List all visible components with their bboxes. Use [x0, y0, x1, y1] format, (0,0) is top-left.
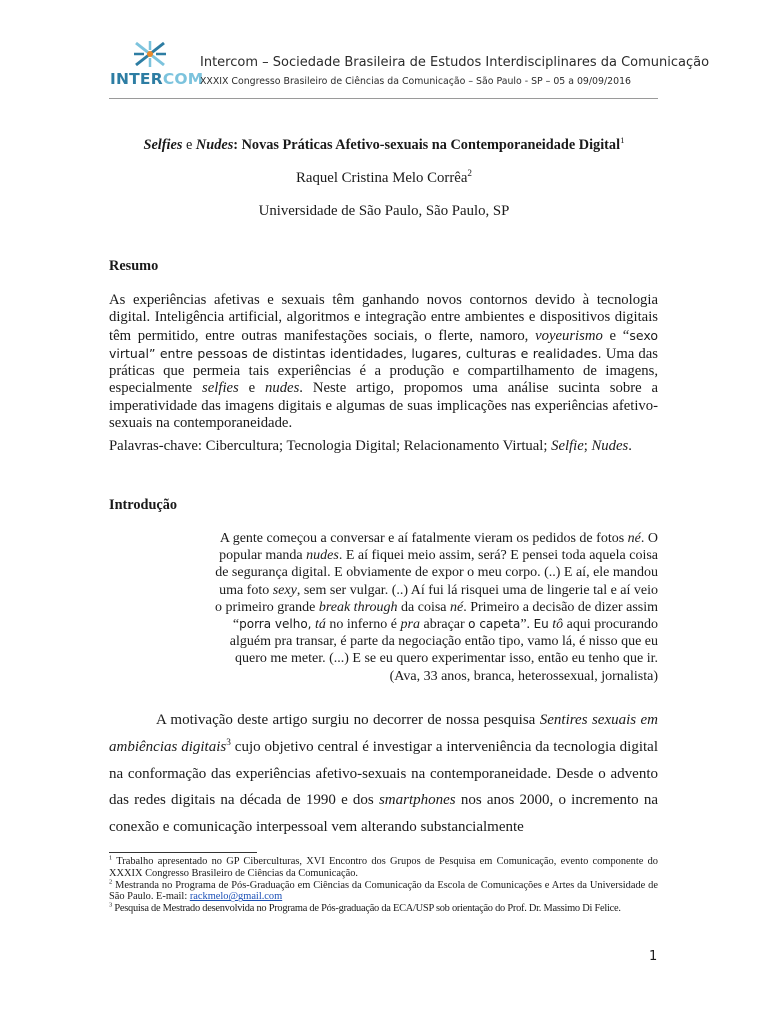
footnotes — [109, 856, 658, 915]
quote-italic: pra — [400, 617, 420, 633]
intro-text: cujo objetivo central é investigar a interveniência da tecnologia digital na conformação das experiências afetivo-sexuais na contemporaneidade. Desde o advento das redes digitais na década de 1990 e dos — [109, 738, 659, 809]
quote-text: da coisa — [397, 599, 450, 615]
intro-text: nos anos 2000, o incremento na conexão e comunicação interpessoal vem alterando substancialmente — [109, 792, 658, 836]
intro-smartphones: smartphones — [378, 792, 456, 809]
introduction-body — [109, 707, 658, 841]
footnote-text: Mestranda no Programa de Pós-Graduação em Ciências da Comunicação da Escola de Comunicações e Artes da Universidade de São Paulo. E-mail: — [109, 879, 658, 903]
intro-footnote-ref: 3 — [226, 737, 231, 748]
footnote-separator — [109, 852, 257, 853]
footnote-number: 2 — [109, 878, 113, 886]
quote-text: . Primeiro a decisão de dizer assim — [463, 599, 658, 615]
quote-text: no inferno é — [325, 617, 401, 633]
quote-text: “ — [232, 617, 240, 633]
quote-text: . E aí fiquei meio assim, será? E pensei toda aquela coisa — [338, 548, 658, 564]
footnote-1 — [109, 856, 658, 880]
quote-italic: né — [627, 531, 641, 546]
author-email-link[interactable]: rackmelo@gmail.com — [189, 891, 283, 903]
quote-text: (Ava, 33 anos, branca, heterossexual, jornalista) — [389, 668, 658, 684]
quote-sans: o capeta — [468, 617, 521, 632]
footnote-text: Trabalho apresentado no GP Ciberculturas, XVI Encontro dos Grupos de Pesquisa em Comunicação, evento componente do XXXIX Congresso Brasileiro de Ciências da Comunicação. — [109, 856, 658, 879]
title-nudes: Nudes — [195, 137, 234, 153]
abstract-text-2: e “ — [602, 327, 630, 344]
quote-italic: né — [450, 599, 464, 615]
keywords — [109, 438, 658, 455]
footnote-number: 3 — [109, 901, 112, 909]
affiliation: Universidade de São Paulo, São Paulo, SP — [258, 203, 510, 219]
quote-attribution — [190, 668, 658, 685]
footnote-number: 1 — [109, 854, 113, 862]
quote-line — [190, 564, 658, 581]
abstract-text-5: . Neste artigo, propomos uma análise sucinta sobre a imperatividade das imagens digitais e algumas de suas implicações nas experiências afetivo-sexuais na contemporaneidade. — [109, 380, 658, 432]
abstract-text-4: e — [238, 380, 266, 397]
abstract-nudes: nudes — [265, 380, 300, 397]
header-divider — [109, 98, 658, 99]
title-selfies: Selfies — [143, 137, 183, 153]
footnote-3 — [109, 903, 658, 915]
keywords-text: Palavras-chave: Cibercultura; Tecnologia Digital; Relacionamento Virtual; — [109, 438, 552, 455]
quote-line — [190, 616, 658, 633]
intercom-logo-mark — [110, 40, 190, 70]
logo-text-inter: INTER — [110, 70, 163, 88]
quote-text: de segurança digital. E obviamente de expor o meu corpo. (..) E aí, ele mandou — [215, 565, 658, 581]
keyword-selfie: Selfie — [551, 438, 584, 455]
header-congress: XXXIX Congresso Brasileiro de Ciências da Comunicação – São Paulo - SP – 05 a 09/09/2016 — [200, 76, 631, 87]
quote-sans: porra velho, — [239, 617, 312, 632]
abstract-paragraph — [109, 292, 658, 432]
keyword-nudes: Nudes — [591, 438, 629, 455]
keywords-sep: ; — [583, 438, 592, 455]
quote-text: quero me meter. (...) E se eu quero experimentar isso, então eu tenho que ir. — [235, 651, 658, 667]
quote-italic: sexy — [272, 582, 297, 598]
abstract-selfies: selfies — [202, 380, 239, 397]
footnote-2 — [109, 880, 658, 904]
logo-text-com: COM — [162, 70, 204, 88]
author-text: Raquel Cristina Melo Corrêa — [296, 170, 468, 186]
quote-line — [190, 650, 658, 667]
quote-italic: tá — [314, 617, 326, 633]
quote-text: , sem ser vulgar. (..) Aí fui lá risquei uma de lingerie tal e aí veio — [296, 582, 658, 598]
abstract-text-1: As experiências afetivas e sexuais têm ganhando novos contornos devido à tecnologia digital. Inteligência artificial, algoritmos e integração entre ambientes e dispositivos digitais têm permitido, entre outras manifestações sociais, o flerte, namoro, — [109, 292, 658, 344]
quote-text: alguém pra transar, é parte da negociação então tipo, vamo lá, é nisso que eu — [229, 634, 658, 650]
interview-quote — [190, 530, 658, 685]
quote-line — [190, 547, 658, 564]
author-name — [60, 170, 708, 187]
abstract-sexo-virtual: sexo virtual” entre pessoas de distintas identidades, lugares, culturas e realidades. — [109, 327, 658, 361]
title-rest: : Novas Práticas Afetivo-sexuais na Contemporaneidade Digital — [233, 137, 621, 153]
title-footnote-ref: 1 — [620, 135, 625, 146]
header-society-name: Intercom – Sociedade Brasileira de Estudos Interdisciplinares da Comunicação — [200, 55, 710, 70]
abstract-body — [109, 292, 658, 456]
quote-text: o primeiro grande — [215, 599, 319, 615]
quote-italic: tô — [552, 617, 564, 633]
quote-italic: break through — [318, 599, 398, 615]
quote-text: aqui procurando — [563, 617, 658, 633]
abstract-text-3: Uma das práticas que permeia tais experiências é a produção e compartilhamento de imagens, especialmente — [109, 345, 658, 397]
quote-line — [190, 599, 658, 616]
quote-text: abraçar — [419, 617, 469, 633]
keywords-end: . — [628, 438, 632, 455]
quote-line — [190, 530, 658, 547]
paper-title — [60, 137, 708, 154]
quote-line — [190, 582, 658, 599]
quote-text: uma foto — [219, 582, 273, 598]
quote-sans: Eu — [533, 617, 549, 632]
quote-text: popular manda — [219, 548, 307, 564]
footnote-text: Pesquisa de Mestrado desenvolvida no Programa de Pós-graduação da ECA/USP sob orientação do Prof. Dr. Massimo Di Felice. — [111, 903, 621, 915]
intro-research-title: Sentires sexuais em ambiências digitais — [109, 712, 659, 755]
intercom-logo — [110, 40, 204, 90]
page-number: 1 — [649, 949, 658, 964]
introduction-heading: Introdução — [109, 497, 178, 513]
quote-italic: nudes — [306, 548, 339, 564]
quote-text: A gente começou a conversar e aí fatalmente vieram os pedidos de fotos — [219, 531, 628, 546]
quote-line — [190, 633, 658, 650]
abstract-voyeurismo: voyeurismo — [535, 327, 603, 344]
intro-text: A motivação deste artigo surgiu no decorrer de nossa pesquisa — [156, 712, 540, 728]
author-footnote-ref: 2 — [467, 168, 472, 179]
title-e: e — [182, 137, 196, 153]
quote-text: ”. — [520, 617, 534, 633]
quote-text: . O — [640, 531, 658, 546]
abstract-heading: Resumo — [109, 258, 159, 274]
